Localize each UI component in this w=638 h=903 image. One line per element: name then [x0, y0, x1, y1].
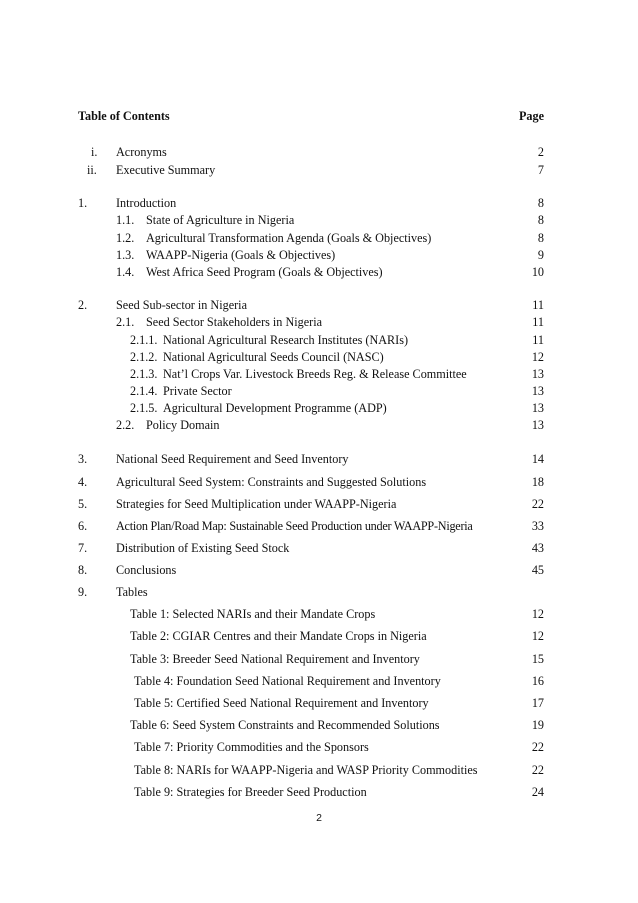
toc-entry-table-7 — [0, 739, 638, 755]
toc-entry-table-2 — [0, 628, 638, 644]
toc-entry-table-3 — [0, 651, 638, 667]
entry-page: 13 — [531, 401, 544, 415]
entry-label: Table 8: NARIs for WAAPP-Nigeria and WASP Priority Commodities — [134, 763, 478, 777]
entry-page: 15 — [531, 652, 544, 666]
entry-number: 2.1.3. — [130, 367, 158, 381]
entry-number: 2.1. — [116, 315, 135, 329]
entry-number: 8. — [78, 563, 88, 577]
toc-entry-4 — [0, 474, 638, 490]
toc-entry-1-1 — [0, 212, 638, 228]
entry-number: 3. — [78, 452, 88, 466]
toc-entry-2-1-1 — [0, 332, 638, 348]
entry-label: Table 7: Priority Commodities and the Sponsors — [134, 740, 369, 754]
entry-page: 12 — [531, 629, 544, 643]
entry-number: 2.1.5. — [130, 401, 158, 415]
toc-header-row — [0, 108, 638, 124]
toc-entry-3 — [0, 451, 638, 467]
entry-label: Table 1: Selected NARIs and their Mandate Crops — [130, 607, 376, 621]
entry-page: 19 — [531, 718, 544, 732]
toc-entry-1-2 — [0, 230, 638, 246]
entry-label: Table 2: CGIAR Centres and their Mandate Crops in Nigeria — [130, 629, 427, 643]
entry-label: Seed Sub-sector in Nigeria — [116, 298, 247, 312]
entry-number: 1.1. — [116, 213, 135, 227]
entry-number: 2. — [78, 298, 88, 312]
entry-page: 22 — [531, 497, 544, 511]
toc-entry-introduction — [0, 195, 638, 211]
entry-page: 9 — [537, 248, 544, 262]
entry-number: 4. — [78, 475, 88, 489]
entry-label: WAAPP-Nigeria (Goals & Objectives) — [146, 248, 336, 262]
entry-number: 9. — [78, 585, 88, 599]
entry-number: 1.2. — [116, 231, 135, 245]
entry-number: 2.2. — [116, 418, 135, 432]
entry-page: 33 — [531, 519, 544, 533]
entry-page: 24 — [531, 785, 544, 799]
toc-entry-seed-sub-sector — [0, 297, 638, 313]
toc-entry-executive-summary — [0, 162, 638, 178]
toc-entry-2-1-2 — [0, 349, 638, 365]
entry-label: Agricultural Development Programme (ADP) — [163, 401, 387, 415]
entry-label: Table 6: Seed System Constraints and Recommended Solutions — [130, 718, 440, 732]
entry-label: Acronyms — [116, 145, 167, 159]
toc-entry-acronyms — [0, 144, 638, 160]
entry-label: National Seed Requirement and Seed Inventory — [116, 452, 349, 466]
entry-page: 12 — [531, 607, 544, 621]
entry-label: Nat’l Crops Var. Livestock Breeds Reg. & Release Committee — [163, 367, 467, 381]
entry-number: 1.4. — [116, 265, 135, 279]
entry-page: 11 — [532, 298, 544, 312]
entry-page: 22 — [531, 763, 544, 777]
entry-page: 11 — [532, 333, 544, 347]
entry-label: Seed Sector Stakeholders in Nigeria — [146, 315, 322, 329]
entry-label: Table 5: Certified Seed National Requirement and Inventory — [134, 696, 429, 710]
toc-entry-2-2 — [0, 417, 638, 433]
entry-number: 6. — [78, 519, 88, 533]
entry-number: ii. — [87, 163, 97, 177]
entry-page: 14 — [531, 452, 544, 466]
entry-number: 1.3. — [116, 248, 135, 262]
entry-label: Executive Summary — [116, 163, 216, 177]
footer-page-number: 2 — [316, 812, 322, 824]
entry-page: 16 — [531, 674, 544, 688]
entry-page: 22 — [531, 740, 544, 754]
toc-entry-2-1-5 — [0, 400, 638, 416]
toc-entry-2-1-3 — [0, 366, 638, 382]
entry-label: Agricultural Seed System: Constraints and Suggested Solutions — [116, 475, 427, 489]
toc-entry-2-1 — [0, 314, 638, 330]
page-column-label: Page — [518, 109, 544, 123]
entry-number: 2.1.4. — [130, 384, 158, 398]
toc-entry-table-1 — [0, 606, 638, 622]
entry-label: National Agricultural Research Institutes (NARIs) — [163, 333, 409, 347]
toc-entry-2-1-4 — [0, 383, 638, 399]
entry-label: Agricultural Transformation Agenda (Goals & Objectives) — [146, 231, 432, 245]
entry-number: 2.1.1. — [130, 333, 158, 347]
entry-label: Tables — [116, 585, 148, 599]
toc-entry-table-8 — [0, 762, 638, 778]
entry-label: Conclusions — [116, 563, 177, 577]
entry-page: 2 — [537, 145, 544, 159]
toc-entry-6 — [0, 518, 638, 534]
entry-page: 18 — [531, 475, 544, 489]
entry-page: 12 — [531, 350, 544, 364]
entry-page: 13 — [531, 418, 544, 432]
toc-entry-1-4 — [0, 264, 638, 280]
entry-label: Private Sector — [163, 384, 232, 398]
toc-entry-table-4 — [0, 673, 638, 689]
entry-page: 8 — [537, 196, 544, 210]
entry-label: Policy Domain — [146, 418, 220, 432]
entry-page: 8 — [537, 213, 544, 227]
entry-label: Table 4: Foundation Seed National Requirement and Inventory — [134, 674, 441, 688]
toc-entry-table-5 — [0, 695, 638, 711]
entry-number: i. — [91, 145, 98, 159]
entry-label: Action Plan/Road Map: Sustainable Seed Production under WAAPP-Nigeria — [116, 519, 473, 533]
toc-entry-table-6 — [0, 717, 638, 733]
entry-page: 13 — [531, 384, 544, 398]
entry-page: 43 — [531, 541, 544, 555]
entry-label: Introduction — [116, 196, 177, 210]
entry-page: 8 — [537, 231, 544, 245]
entry-page: 13 — [531, 367, 544, 381]
entry-label: Table 3: Breeder Seed National Requirement and Inventory — [130, 652, 420, 666]
entry-page: 45 — [531, 563, 544, 577]
toc-entry-7 — [0, 540, 638, 556]
entry-page: 11 — [532, 315, 544, 329]
entry-number: 5. — [78, 497, 88, 511]
toc-entry-9 — [0, 584, 638, 600]
entry-label: State of Agriculture in Nigeria — [146, 213, 295, 227]
toc-entry-1-3 — [0, 247, 638, 263]
toc-entry-8 — [0, 562, 638, 578]
entry-number: 1. — [78, 196, 88, 210]
toc-title: Table of Contents — [78, 109, 170, 123]
entry-label: Table 9: Strategies for Breeder Seed Production — [134, 785, 367, 799]
entry-page: 7 — [537, 163, 544, 177]
toc-entry-table-9 — [0, 784, 638, 800]
entry-label: National Agricultural Seeds Council (NASC) — [163, 350, 384, 364]
entry-number: 2.1.2. — [130, 350, 158, 364]
entry-number: 7. — [78, 541, 88, 555]
toc-entry-5 — [0, 496, 638, 512]
entry-page: 10 — [531, 265, 544, 279]
entry-label: Distribution of Existing Seed Stock — [116, 541, 290, 555]
entry-page: 17 — [531, 696, 544, 710]
entry-label: West Africa Seed Program (Goals & Objectives) — [146, 265, 383, 279]
entry-label: Strategies for Seed Multiplication under WAAPP-Nigeria — [116, 497, 397, 511]
